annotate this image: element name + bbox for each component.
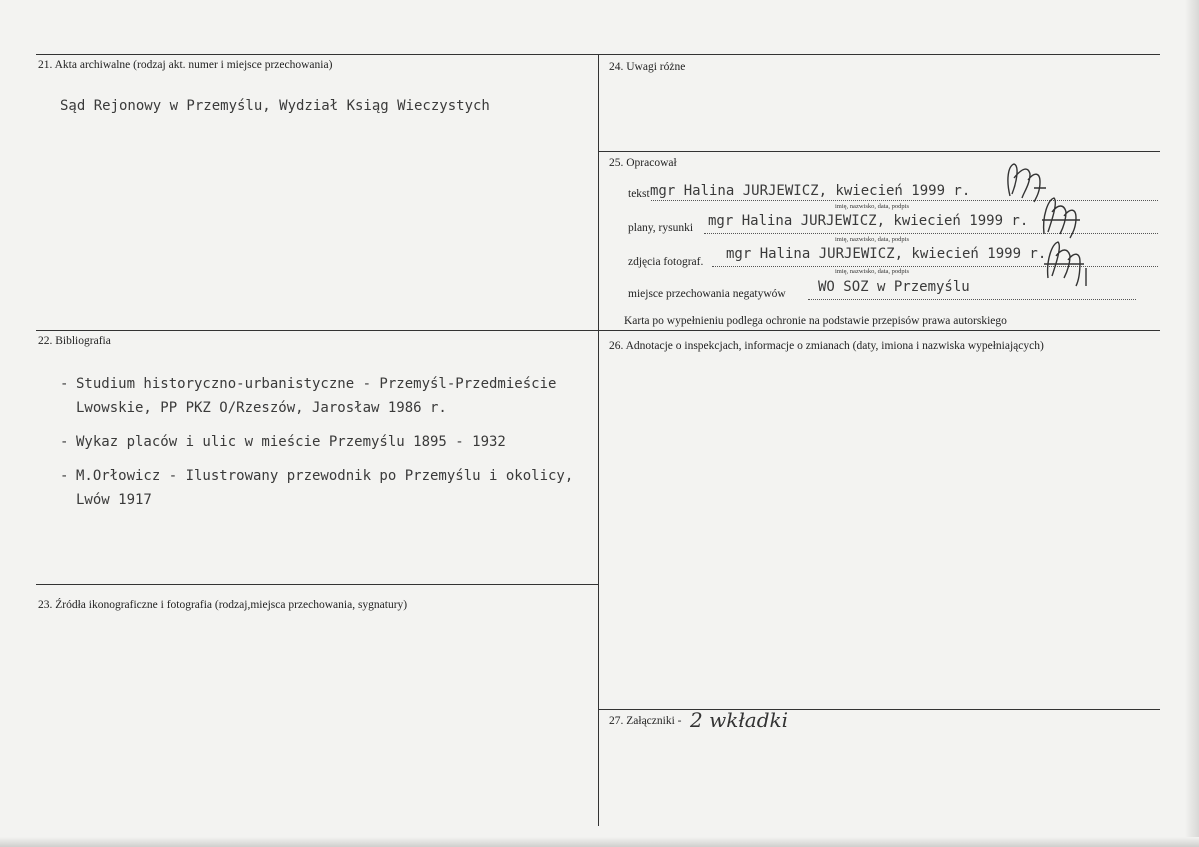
zdjecia-value: mgr Halina JURJEWICZ, kwiecień 1999 r. bbox=[726, 246, 1047, 262]
tekst-label: tekst bbox=[628, 188, 650, 200]
negatywy-dotted-line bbox=[808, 299, 1136, 300]
plany-hint: imię, nazwisko, data, podpis bbox=[835, 236, 910, 243]
copyright-note: Karta po wypełnieniu podlega ochronie na podstawie przepisów prawa autorskiego bbox=[624, 315, 1007, 327]
zdjecia-hint: imię, nazwisko, data, podpis bbox=[835, 268, 910, 275]
section-25-label: 25. Opracował bbox=[609, 157, 677, 169]
bibliography-item-line1: Studium historyczno-urbanistyczne - Przemyśl-Przedmieście bbox=[76, 376, 557, 392]
section-26-label: 26. Adnotacje o inspekcjach, informacje o zmianach (daty, imiona i nazwiska wypełniających) bbox=[609, 340, 1044, 352]
plany-label: plany, rysunki bbox=[628, 222, 694, 234]
bibliography-item-line2: Lwowskie, PP PKZ O/Rzeszów, Jarosław 1986 r. bbox=[76, 400, 447, 416]
negatywy-value: WO SOZ w Przemyślu bbox=[818, 279, 970, 295]
negatywy-label: miejsce przechowania negatywów bbox=[628, 288, 786, 300]
bibliography-item-line2: Lwów 1917 bbox=[76, 492, 152, 508]
zdjecia-dotted-line bbox=[712, 266, 1158, 267]
bibliography-item: - M.Orłowicz - Ilustrowany przewodnik po Przemyślu i okolicy, Lwów 1917 bbox=[60, 464, 590, 512]
signature-zdjecia bbox=[1040, 232, 1090, 288]
section-24-label: 24. Uwagi różne bbox=[609, 61, 686, 73]
divider-21-22 bbox=[36, 330, 1160, 331]
center-divider bbox=[598, 54, 599, 826]
tekst-value: mgr Halina JURJEWICZ, kwiecień 1999 r. bbox=[650, 183, 971, 199]
bibliography-list bbox=[60, 372, 590, 522]
divider-24-25 bbox=[598, 151, 1160, 152]
section-27-label: 27. Załączniki - bbox=[609, 715, 682, 727]
tekst-hint: imię, nazwisko, data, podpis bbox=[835, 203, 910, 210]
section-27-handwritten: 2 wkładki bbox=[690, 708, 789, 732]
zdjecia-label: zdjęcia fotograf. bbox=[628, 256, 704, 268]
divider-26-27 bbox=[598, 709, 1160, 710]
section-23-label: 23. Źródła ikonograficzne i fotografia (rodzaj,miejsca przechowania, sygnatury) bbox=[38, 599, 408, 611]
section-21-value: Sąd Rejonowy w Przemyślu, Wydział Ksiąg Wieczystych bbox=[60, 98, 490, 114]
divider-22-23 bbox=[36, 584, 598, 585]
bibliography-item-line1: M.Orłowicz - Ilustrowany przewodnik po Przemyślu i okolicy, bbox=[76, 468, 574, 484]
section-21-label: 21. Akta archiwalne (rodzaj akt. numer i miejsce przechowania) bbox=[38, 59, 333, 71]
bibliography-item: - Wykaz placów i ulic w mieście Przemyślu 1895 - 1932 bbox=[60, 430, 590, 454]
page-edge-right bbox=[1185, 0, 1199, 847]
bibliography-item: - Studium historyczno-urbanistyczne - Przemyśl-Przedmieście Lwowskie, PP PKZ O/Rzeszów, Jarosław 1986 r. bbox=[60, 372, 590, 420]
page-edge-bottom bbox=[0, 837, 1199, 847]
section-22-label: 22. Bibliografia bbox=[38, 335, 111, 347]
plany-value: mgr Halina JURJEWICZ, kwiecień 1999 r. bbox=[708, 213, 1029, 229]
bibliography-item-line1: Wykaz placów i ulic w mieście Przemyślu 1895 - 1932 bbox=[76, 434, 506, 450]
